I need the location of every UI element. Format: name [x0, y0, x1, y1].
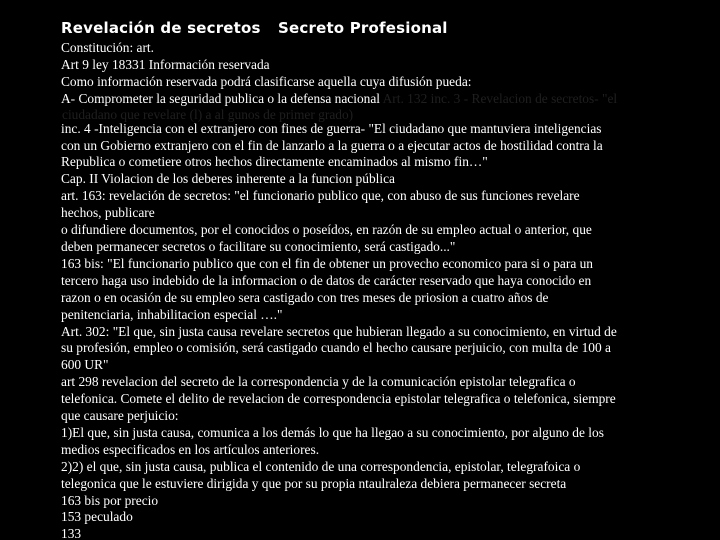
- body-line: 1)El que, sin justa causa, comunica a los demás lo que ha llegao a su conocimiento, por alguno de los: [61, 424, 604, 440]
- body-line: 153 peculado: [61, 509, 133, 525]
- body-line: inc. 4 -Inteligencia con el extranjero con fines de guerra- "El ciudadano que mantuviera inteligencias: [61, 120, 602, 136]
- body-line: Art. 302: "El que, sin justa causa revelare secretos que hubieran llegado a su conocimiento, en virtud de: [61, 323, 617, 339]
- body-line: 600 UR": [61, 357, 109, 373]
- body-line: tercero haga uso indebido de la informacion o de datos de carácter reservado que haya conocido en: [61, 272, 592, 288]
- body-line: su profesión, empleo o comisión, será castigado cuando el hecho causare perjuicio, con multa de 100 a: [61, 340, 611, 356]
- body-line: Constitución: art.: [61, 40, 154, 55]
- body-line: penitenciaria, inhabilitacion especial ….": [61, 306, 283, 322]
- body-line: telegonica que le estuviere dirigida y que por su propia ntaulraleza debiera permanecer secreta: [61, 475, 567, 491]
- body-line: 163 bis: "El funcionario publico que con el fin de obtener un provecho economico para si o para un: [61, 255, 594, 271]
- slide-title-secreto-profesional: Secreto Profesional: [278, 19, 448, 37]
- body-line: que causare perjuicio:: [61, 408, 179, 424]
- body-line: o difundiere documentos, por el conocidos o poseídos, en razón de su empleo actual o anterior, que: [61, 222, 592, 238]
- slide-body: [61, 40, 681, 540]
- body-line: telefonica. Comete el delito de revelacion de correspondencia epistolar telegrafica o telefonica, siempre: [61, 391, 616, 407]
- body-line: Republica o cometiere otros hechos directamente encaminados al mismo fin…": [61, 154, 488, 170]
- faded-overlap-text: Art. 132 inc. 3 - Revelacion de secretos- "el: [382, 90, 618, 106]
- body-line: Art 9 ley 18331 Información reservada: [61, 56, 270, 72]
- body-line-with-ghost: [61, 91, 681, 108]
- body-line: Como información reservada podrá clasificarse aquella cuya difusión pueda:: [61, 73, 472, 89]
- body-line: 2)2) el que, sin justa causa, publica el contenido de una correspondencia, epistolar, telegrafoica o: [61, 458, 581, 474]
- body-line: 133: [61, 526, 82, 540]
- slide-header: [61, 19, 448, 41]
- body-line-text: A- Comprometer la seguridad publica o la defensa nacional: [61, 90, 381, 106]
- body-line: deben permanecer secretos o facilitare su conocimiento, será castigado...": [61, 238, 456, 254]
- slide-title-revelacion: Revelación de secretos: [61, 19, 261, 37]
- body-line: razon o en ocasión de su empleo sera castigado con tres meses de priosion a cuatro años de: [61, 289, 549, 305]
- body-line: hechos, publicare: [61, 205, 155, 221]
- body-line: 163 bis por precio: [61, 492, 159, 508]
- body-line: con un Gobierno extranjero con el fin de lanzarlo a la guerra o a ejecutar actos de hostilidad contra la: [61, 137, 603, 153]
- body-line: Cap. II Violacion de los deberes inherente a la funcion pública: [61, 171, 395, 187]
- body-line: medios especificados en los artículos anteriores.: [61, 441, 320, 457]
- body-line: art. 163: revelación de secretos: "el funcionario publico que, con abuso de sus funciones revelare: [61, 188, 580, 204]
- body-line: art 298 revelacion del secreto de la correspondencia y de la comunicación epistolar telegrafica o: [61, 374, 576, 390]
- faded-overlap-line: ciudadano que revelare (l) a al gunos de primer grado): [62, 106, 354, 122]
